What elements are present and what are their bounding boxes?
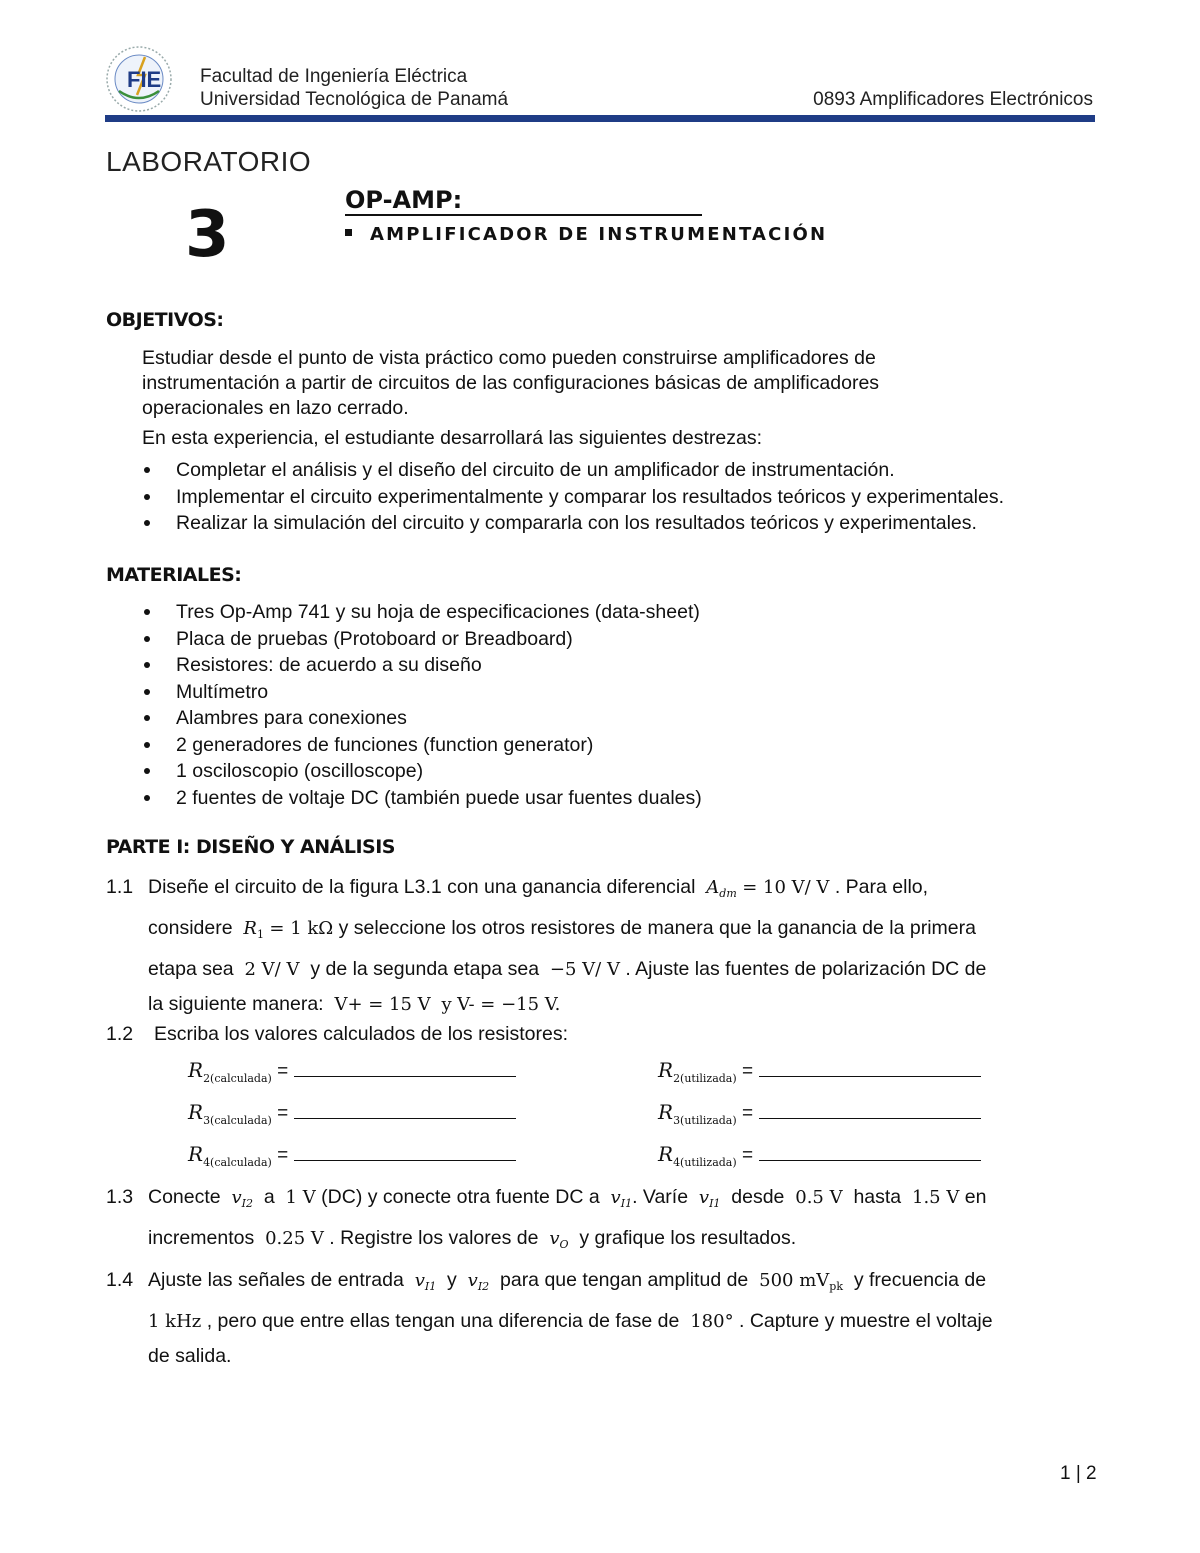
r4-calculada-field[interactable]: $R_{4(calculada)}$ =: [188, 1142, 516, 1169]
objetivos-text: Estudiar desde el punto de vista práctico como pueden construirse amplificadores de instrumentación a partir de circuitos de las configuraciones básicas de amplificadores operacionales en lazo cerrado.: [142, 347, 880, 419]
skills-list: [142, 457, 1004, 537]
topic-title: OP-AMP:: [345, 186, 702, 216]
subtopic: AMPLIFICADOR DE INSTRUMENTACIÓN: [345, 224, 827, 245]
item-1-3: 1.3 Conecte $v_{I2}$ a 1 V (DC) y conecte otra fuente DC a $v_{I1}$. Varíe $v_{I1}$ desde 0.5 V hasta 1.5 V en incrementos 0.25 V . Registre los valores de $v_O$ y grafique los resultados.: [106, 1186, 987, 1251]
list-item: Placa de pruebas (Protoboard or Breadboard): [142, 626, 702, 653]
r4-utilizada-field[interactable]: $R_{4(utilizada)}$ =: [658, 1142, 981, 1169]
list-item: Multímetro: [142, 679, 702, 706]
materials-list: [142, 599, 702, 811]
lab-label: LABORATORIO: [106, 146, 312, 177]
materiales-heading: MATERIALES:: [106, 564, 242, 586]
objetivos-heading: OBJETIVOS:: [106, 309, 224, 331]
objetivos-intro: En esta experiencia, el estudiante desarrollará las siguientes destrezas:: [142, 427, 763, 449]
university-name: Universidad Tecnológica de Panamá: [200, 89, 509, 110]
page-number: 1 | 2: [1060, 1463, 1097, 1484]
r2-utilizada-field[interactable]: $R_{2(utilizada)}$ =: [658, 1058, 981, 1085]
svg-text:FIE: FIE: [127, 67, 162, 92]
course-name: 0893 Amplificadores Electrónicos: [813, 89, 1093, 110]
list-item: Realizar la simulación del circuito y compararla con los resultados teóricos y experimentales.: [142, 510, 1004, 537]
r2-calculada-field[interactable]: $R_{2(calculada)}$ =: [188, 1058, 516, 1085]
item-1-4: 1.4 Ajuste las señales de entrada $v_{I1}$ y $v_{I2}$ para que tengan amplitud de 500 $mV_{pk}$ y frecuencia de 1 kHz , pero que entre ellas tengan una diferencia de fase de 180° . Capture y muestre el voltaje de salida.: [106, 1269, 993, 1367]
list-item: 1 osciloscopio (oscilloscope): [142, 758, 702, 785]
list-item: Completar el análisis y el diseño del circuito de un amplificador de instrumentación.: [142, 457, 1004, 484]
r3-calculada-field[interactable]: $R_{3(calculada)}$ =: [188, 1100, 516, 1127]
parte1-heading: PARTE I: DISEÑO Y ANÁLISIS: [106, 836, 395, 858]
item-1-1: 1.1 Diseñe el circuito de la figura L3.1 con una ganancia diferencial $A_{dm} = 10$ V/ V . Para ello, considere $R_1 = 1$ kΩ y seleccione los otros resistores de manera que la ganancia de la primera etapa sea 2 V/ V y de la segunda etapa sea −5 V/ V . Ajuste las fuentes de polarización DC de la siguiente manera: V+ = 15 V y V- = −15 V.: [106, 876, 987, 1015]
list-item: Alambres para conexiones: [142, 705, 702, 732]
header-rule: [105, 115, 1095, 122]
square-bullet-icon: [345, 229, 352, 236]
faculty-name: Facultad de Ingeniería Eléctrica: [200, 66, 468, 87]
list-item: 2 fuentes de voltaje DC (también puede usar fuentes duales): [142, 785, 702, 812]
list-item: 2 generadores de funciones (function generator): [142, 732, 702, 759]
r3-utilizada-field[interactable]: $R_{3(utilizada)}$ =: [658, 1100, 981, 1127]
list-item: Tres Op-Amp 741 y su hoja de especificaciones (data-sheet): [142, 599, 702, 626]
university-logo-icon: [105, 45, 173, 113]
lab-number: 3: [185, 198, 230, 272]
list-item: Resistores: de acuerdo a su diseño: [142, 652, 702, 679]
list-item: Implementar el circuito experimentalmente y comparar los resultados teóricos y experimentales.: [142, 484, 1004, 511]
item-1-2: 1.2 Escriba los valores calculados de los resistores:: [106, 1023, 569, 1045]
